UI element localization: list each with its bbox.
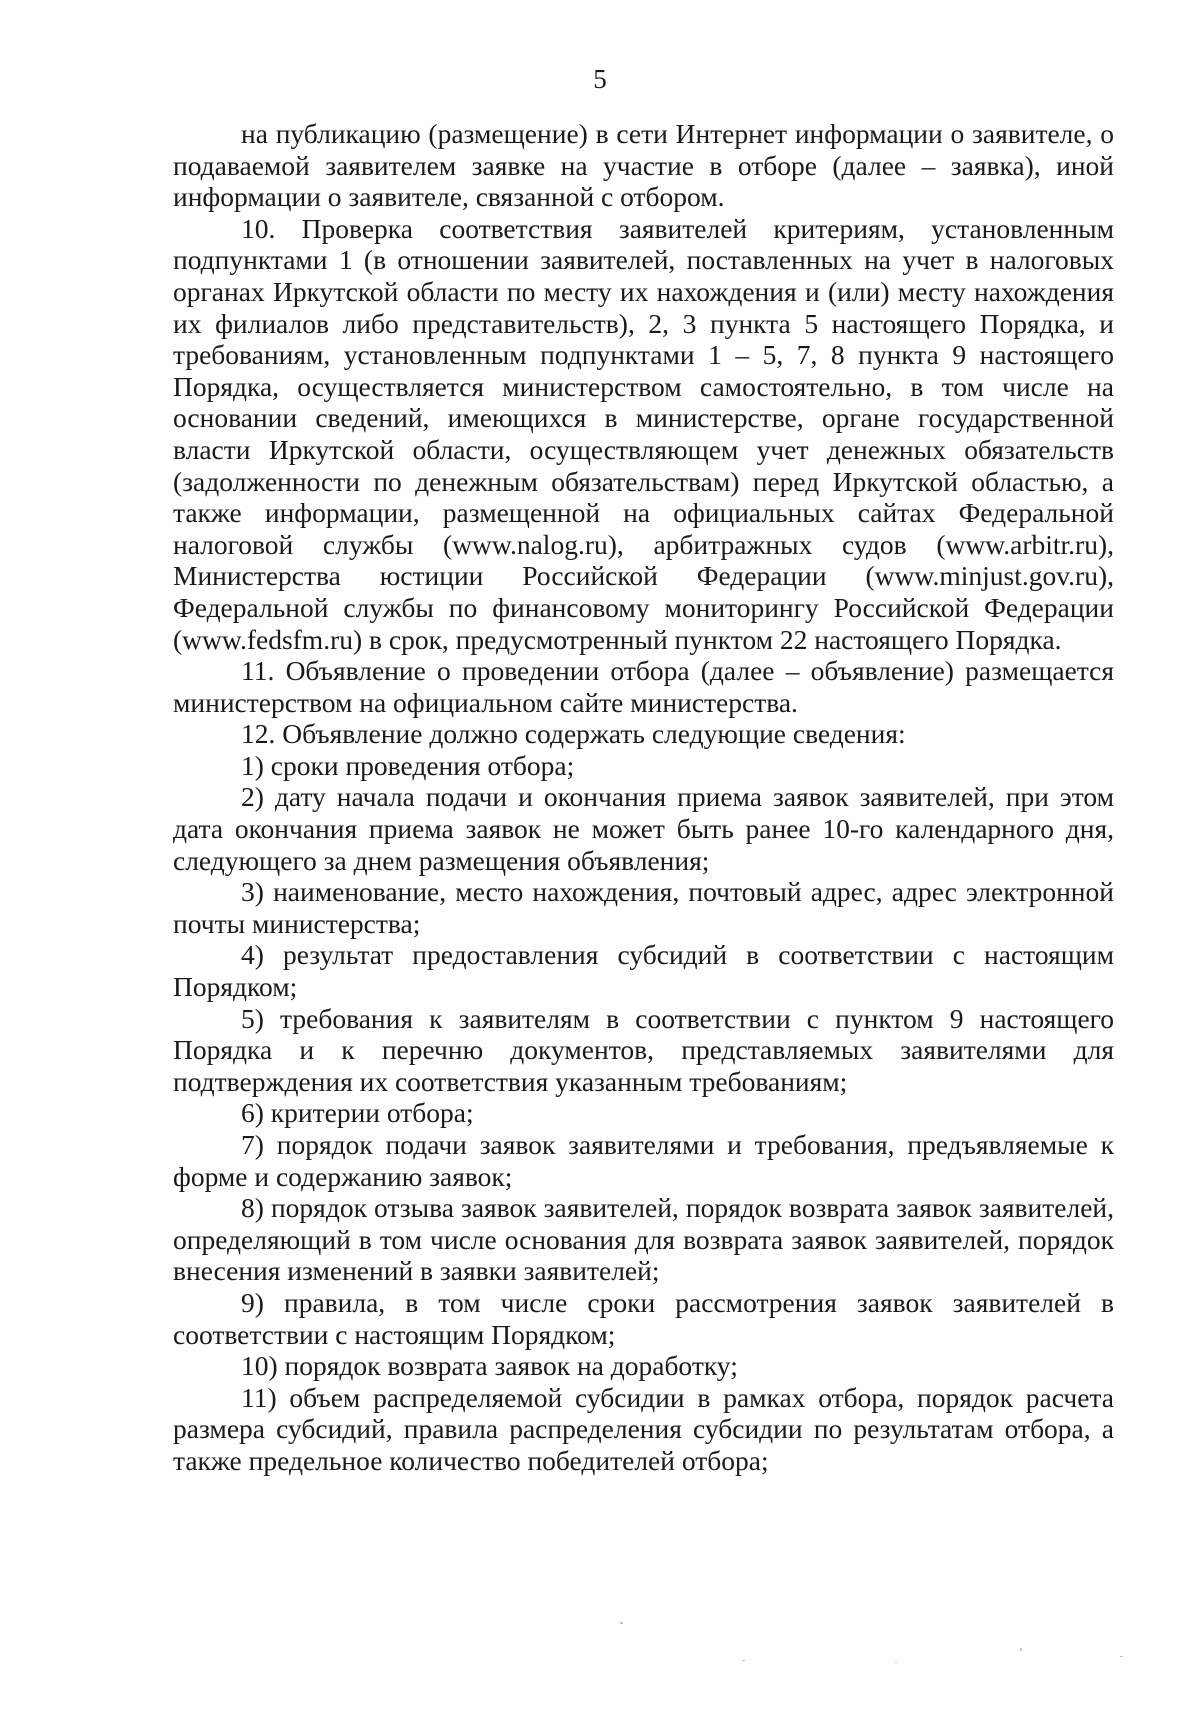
scan-speck [895,1662,897,1663]
list-item-8: 8) порядок отзыва заявок заявителей, порядок возврата заявок заявителей, определяющий в том числе основания для возврата заявок заявителей, порядок внесения изменений в заявки заявителей; [173,1192,1114,1287]
document-body [173,118,1114,1477]
list-item-2: 2) дату начала подачи и окончания приема заявок заявителей, при этом дата окончания приема заявок не может быть ранее 10-го календарного дня, следующего за днем размещения объявления; [173,781,1114,876]
scan-speck [742,1660,745,1661]
scan-speck [1020,1648,1022,1651]
list-item-3: 3) наименование, место нахождения, почтовый адрес, адрес электронной почты министерства; [173,876,1114,939]
paragraph-continuation: на публикацию (размещение) в сети Интернет информации о заявителе, о подаваемой заявителем заявке на участие в отборе (далее – заявка), иной информации о заявителе, связанной с отбором. [173,118,1114,213]
list-item-7: 7) порядок подачи заявок заявителями и требования, предъявляемые к форме и содержанию заявок; [173,1129,1114,1192]
paragraph-item-10: 10. Проверка соответствия заявителей критериям, установленным подпунктами 1 (в отношении заявителей, поставленных на учет в налоговых органах Иркутской области по месту их нахождения и (или) месту нахождения их филиалов либо представительств), 2, 3 пункта 5 настоящего Порядка, и требованиям, установленным подпунктами 1 – 5, 7, 8 пункта 9 настоящего Порядка, осуществляется министерством самостоятельно, в том числе на основании сведений, имеющихся в министерстве, органе государственной власти Иркутской области, осуществляющем учет денежных обязательств (задолженности по денежным обязательствам) перед Иркутской областью, а также информации, размещенной на официальных сайтах Федеральной налоговой службы (www.nalog.ru), арбитражных судов (www.arbitr.ru), Министерства юстиции Российской Федерации (www.minjust.gov.ru), Федеральной службы по финансовому мониторингу Российской Федерации (www.fedsfm.ru) в срок, предусмотренный пунктом 22 настоящего Порядка. [173,212,1114,655]
list-item-11: 11) объем распределяемой субсидии в рамках отбора, порядок расчета размера субсидий, правила распределения субсидии по результатам отбора, а также предельное количество победителей отбора; [173,1381,1114,1476]
scan-speck [1120,1656,1123,1657]
list-item-4: 4) результат предоставления субсидий в соответствии с настоящим Порядком; [173,939,1114,1003]
scan-speck [620,1622,623,1624]
list-item-1: 1) сроки проведения отбора; [241,749,575,781]
list-item-9: 9) правила, в том числе сроки рассмотрения заявок заявителей в соответствии с настоящим Порядком; [173,1286,1114,1350]
page-number: 5 [593,64,607,94]
list-item-5: 5) требования к заявителям в соответствии с пунктом 9 настоящего Порядка и к перечню документов, представляемых заявителями для подтверждения их соответствия указанным требованиям; [173,1002,1114,1097]
paragraph-item-12: 12. Объявление должно содержать следующие сведения: [241,718,906,750]
list-item-10: 10) порядок возврата заявок на доработку; [241,1350,738,1382]
paragraph-item-11: 11. Объявление о проведении отбора (далее – объявление) размещается министерством на официальном сайте министерства. [173,655,1114,718]
list-item-6: 6) критерии отбора; [241,1097,474,1129]
